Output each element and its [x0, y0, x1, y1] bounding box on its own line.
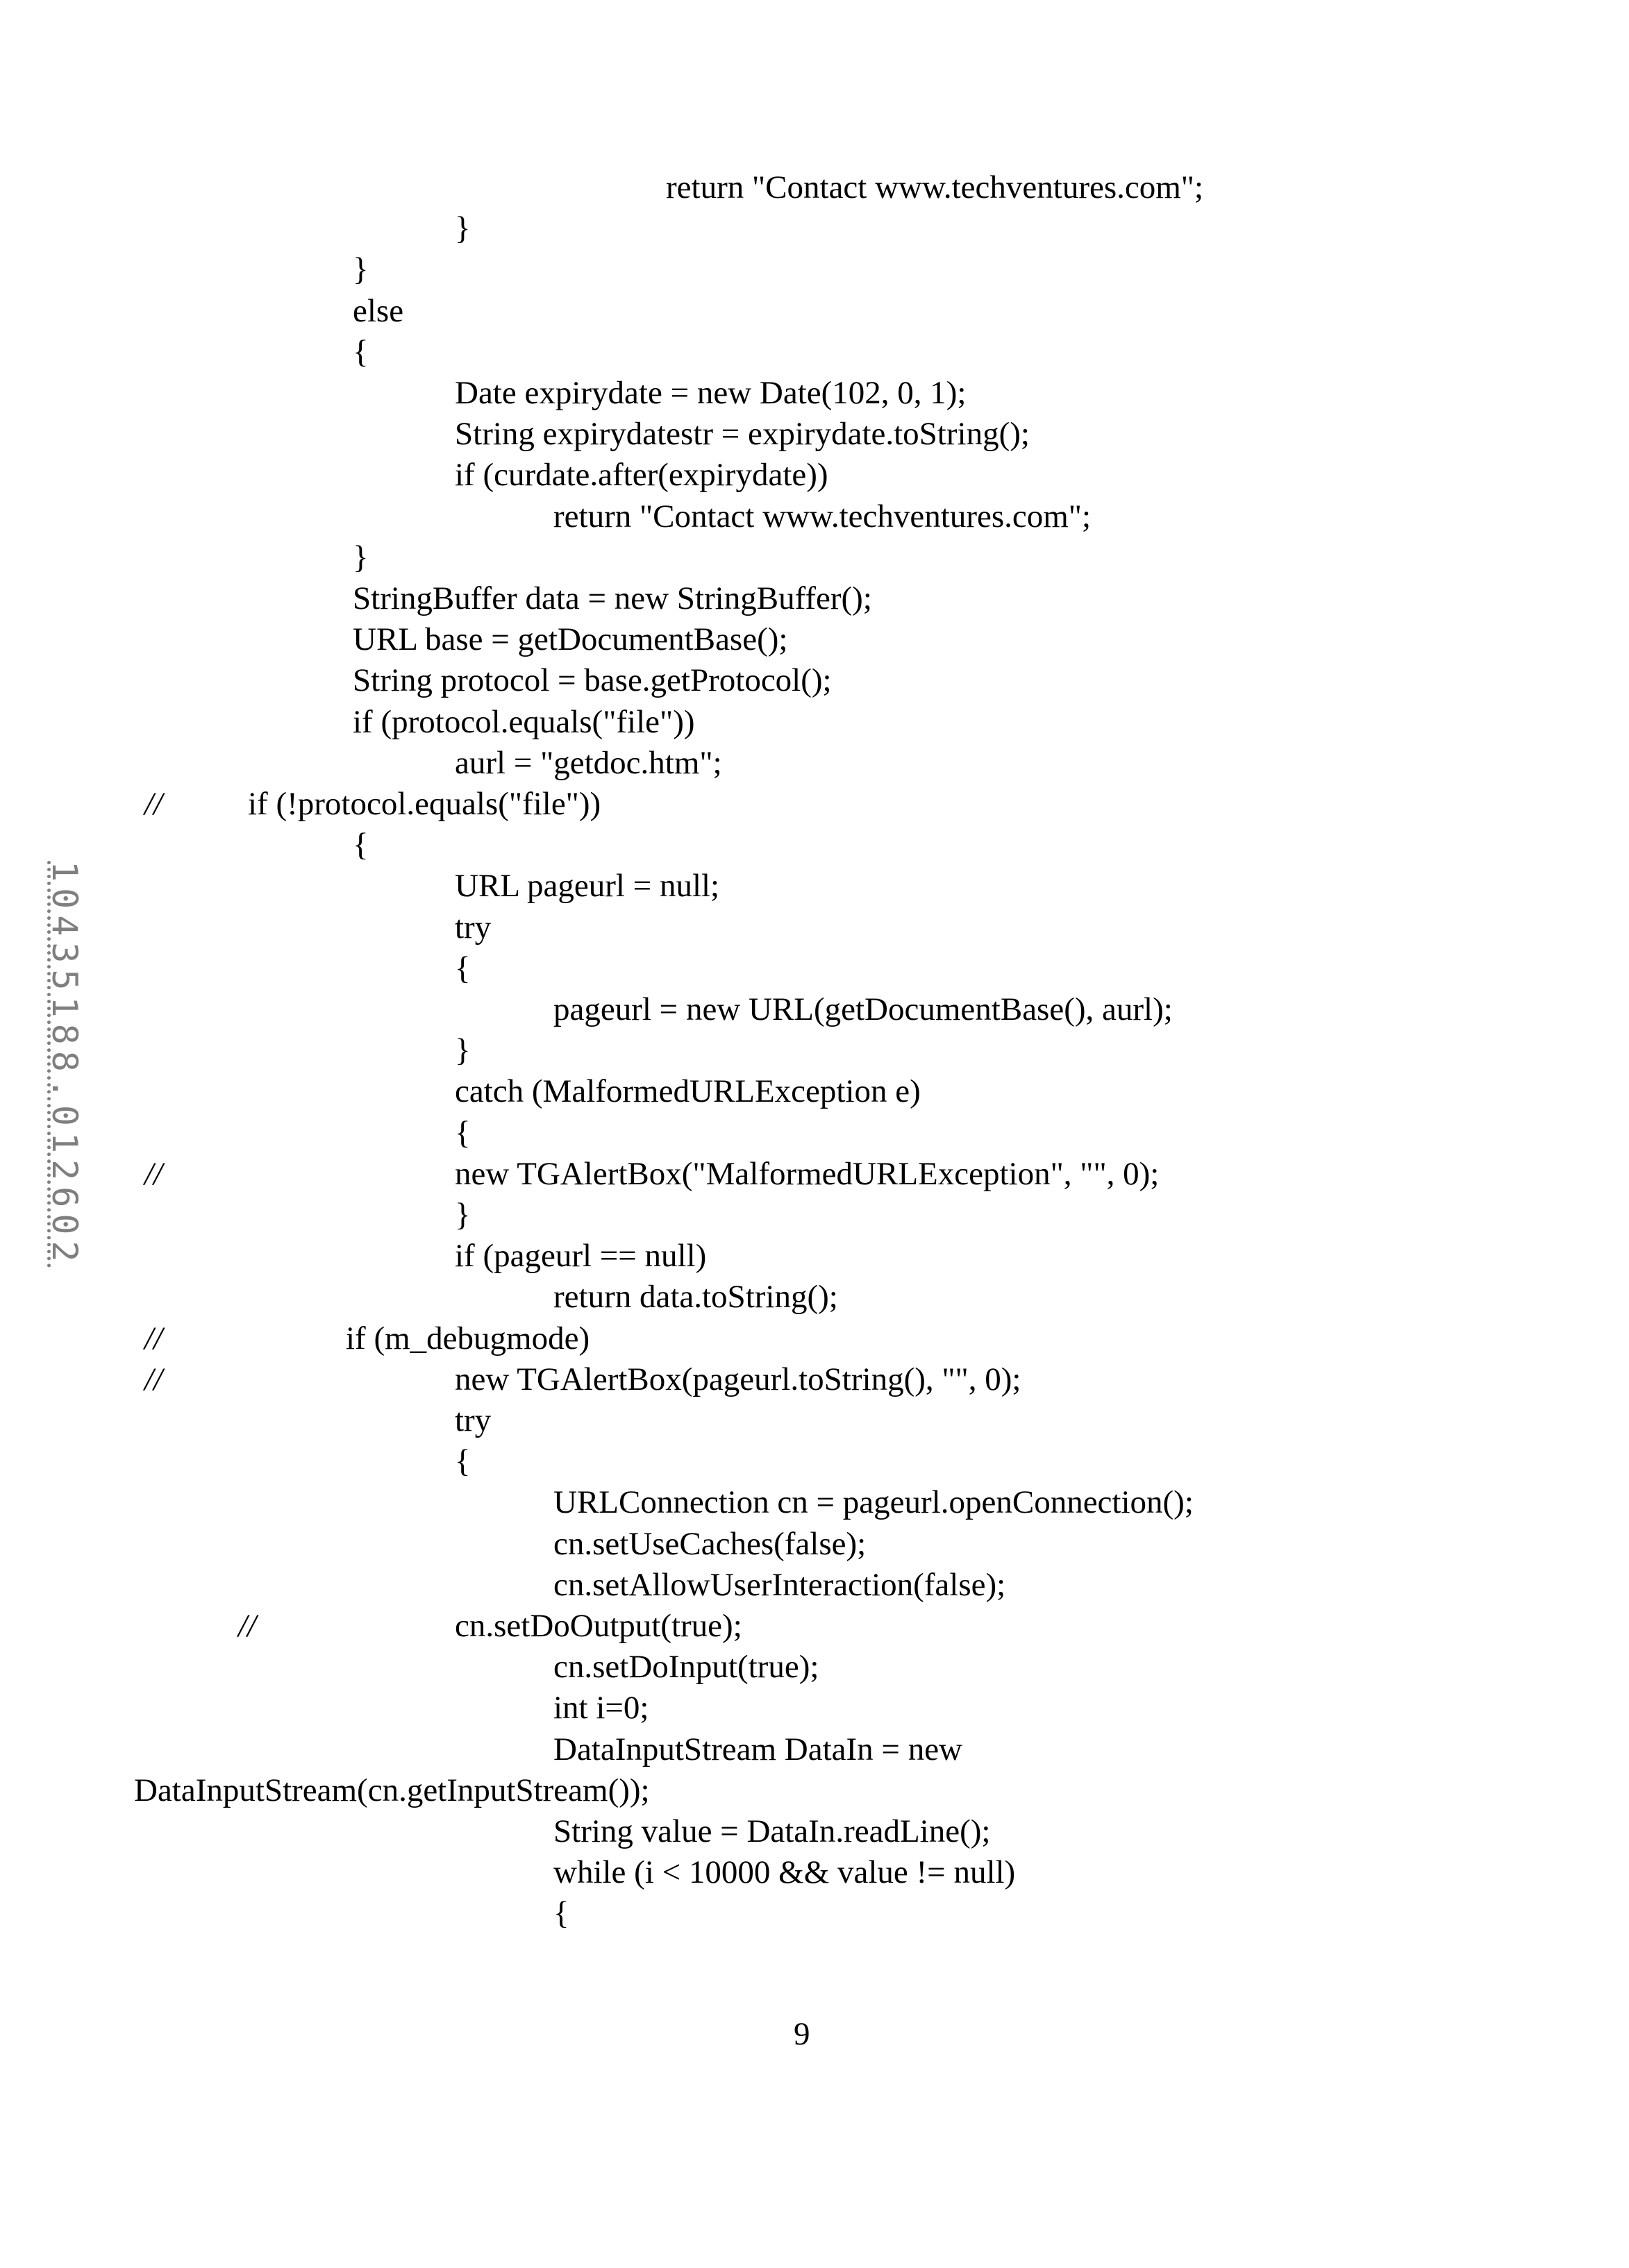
code-line: }: [455, 1194, 471, 1236]
comment-marker: //: [144, 1318, 162, 1359]
code-line: }: [455, 208, 471, 249]
code-line: {: [455, 1112, 471, 1154]
code-line: URL base = getDocumentBase();: [353, 619, 787, 660]
code-line: {: [353, 824, 369, 866]
code-line: catch (MalformedURLException e): [455, 1070, 921, 1112]
code-line: StringBuffer data = new StringBuffer();: [353, 578, 872, 619]
code-line: Date expirydate = new Date(102, 0, 1);: [455, 372, 966, 414]
code-line: }: [353, 249, 369, 290]
code-line: {: [455, 1440, 471, 1482]
code-line: try: [455, 907, 491, 948]
code-line: cn.setAllowUserInteraction(false);: [553, 1564, 1005, 1606]
code-line: String value = DataIn.readLine();: [553, 1811, 990, 1852]
code-line: return data.toString();: [553, 1276, 838, 1318]
code-line: if (pageurl == null): [455, 1235, 706, 1277]
code-line: new TGAlertBox(pageurl.toString(), "", 0);: [455, 1359, 1021, 1400]
code-line: new TGAlertBox("MalformedURLException", "", 0);: [455, 1153, 1159, 1195]
code-line: return "Contact www.techventures.com";: [553, 496, 1091, 537]
code-line: try: [455, 1400, 491, 1441]
code-line: URL pageurl = null;: [455, 865, 719, 907]
code-line: if (!protocol.equals("file")): [248, 783, 601, 825]
code-line: if (m_debugmode): [346, 1318, 590, 1359]
code-line: cn.setDoInput(true);: [553, 1646, 819, 1688]
code-line: DataInputStream(cn.getInputStream());: [134, 1770, 650, 1811]
code-line: while (i < 10000 && value != null): [553, 1851, 1015, 1893]
code-line: return "Contact www.techventures.com";: [666, 167, 1203, 208]
code-line: DataInputStream DataIn = new: [553, 1729, 962, 1770]
code-line: pageurl = new URL(getDocumentBase(), aurl);: [553, 989, 1173, 1030]
code-line: URLConnection cn = pageurl.openConnection();: [553, 1481, 1194, 1523]
comment-marker: //: [144, 1359, 162, 1400]
code-line: {: [455, 948, 471, 989]
code-line: String protocol = base.getProtocol();: [353, 660, 832, 701]
code-line: }: [455, 1030, 471, 1071]
code-line: String expirydatestr = expirydate.toString();: [455, 413, 1030, 455]
code-line: cn.setDoOutput(true);: [455, 1605, 742, 1647]
stamp-text: 10435188.012602: [44, 861, 85, 1268]
code-line: else: [353, 290, 403, 332]
code-line: if (curdate.after(expirydate)): [455, 454, 828, 496]
code-line: cn.setUseCaches(false);: [553, 1523, 866, 1565]
comment-marker: //: [238, 1605, 256, 1647]
comment-marker: //: [144, 1153, 162, 1195]
code-line: }: [353, 537, 369, 578]
document-stamp: [43, 861, 85, 1416]
code-line: int i=0;: [553, 1687, 649, 1729]
comment-marker: //: [144, 783, 162, 825]
code-line: if (protocol.equals("file")): [353, 701, 695, 743]
code-line: aurl = "getdoc.htm";: [455, 742, 722, 784]
code-line: {: [553, 1892, 569, 1934]
page-number: 9: [794, 2013, 810, 2055]
code-line: {: [353, 331, 369, 373]
